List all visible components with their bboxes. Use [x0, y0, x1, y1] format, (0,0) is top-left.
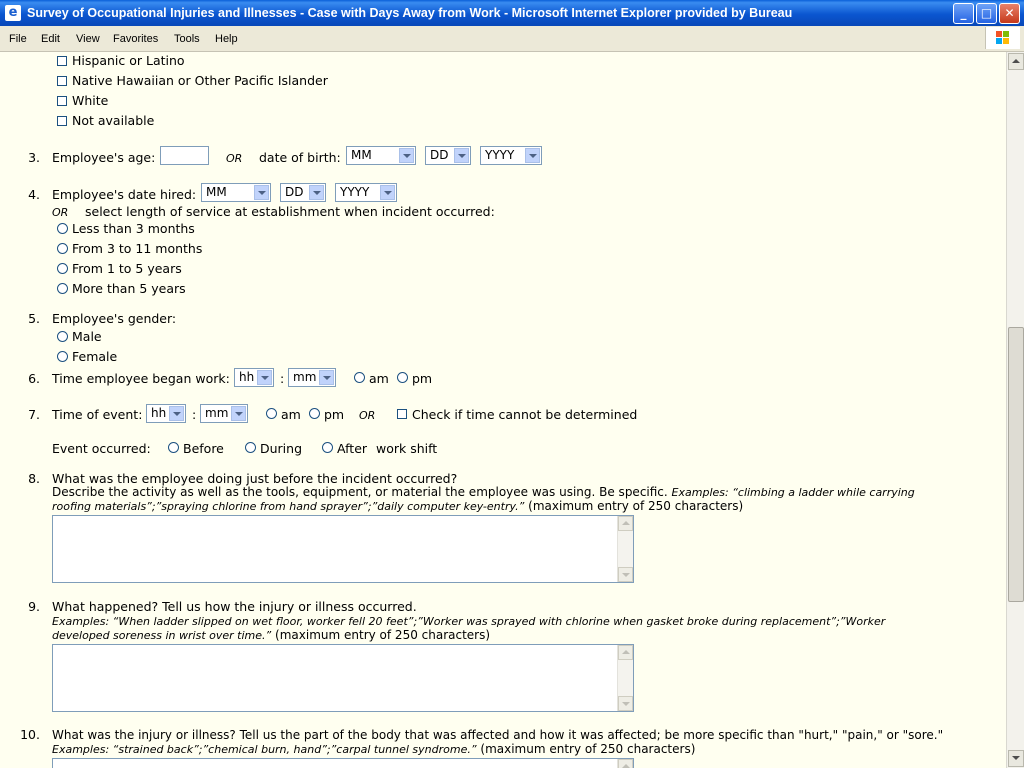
service-option-label: Less than 3 months	[72, 221, 195, 236]
chevron-down-icon	[254, 185, 269, 200]
select-value: MM	[206, 185, 227, 199]
pm-label: pm	[412, 371, 433, 386]
service-label: select length of service at establishment when incident occurred:	[85, 204, 495, 219]
service-option-label: From 1 to 5 years	[72, 261, 182, 276]
question-number: 4.	[28, 187, 40, 202]
gender-radio-male[interactable]	[57, 331, 68, 342]
began-work-label: Time employee began work:	[52, 371, 230, 386]
scroll-up-icon[interactable]	[1008, 53, 1024, 70]
service-option-label: More than 5 years	[72, 281, 186, 296]
chevron-down-icon	[454, 148, 469, 163]
or-label: OR	[226, 152, 243, 165]
gender-option-label: Female	[72, 349, 118, 364]
chevron-down-icon	[169, 406, 184, 421]
select-value: mm	[205, 406, 229, 420]
menu-favorites[interactable]: Favorites	[113, 33, 159, 45]
menu-bar	[0, 26, 1024, 52]
ie-icon: e	[5, 5, 21, 21]
event-minute-select[interactable]	[200, 404, 248, 423]
race-checkbox-white[interactable]	[57, 96, 67, 106]
race-checkbox-hispanic[interactable]	[57, 56, 67, 66]
race-label: White	[72, 93, 109, 108]
scrollbar-thumb[interactable]	[1008, 327, 1024, 602]
event-pm-radio[interactable]	[309, 408, 320, 419]
select-value: DD	[285, 185, 304, 199]
page-scrollbar[interactable]	[1006, 52, 1024, 768]
am-label: am	[281, 407, 301, 422]
question-number: 5.	[28, 311, 40, 326]
began-hour-select[interactable]	[234, 368, 274, 387]
race-label: Native Hawaiian or Other Pacific Islander	[72, 73, 328, 88]
q10-textarea[interactable]	[52, 758, 634, 768]
q8-textarea[interactable]	[52, 515, 634, 583]
select-value: hh	[151, 406, 167, 420]
q9-examples: Examples: “When ladder slipped on wet floor, worker fell 20 feet”;”Worker was sprayed with chlorine when gasket broke during replacement”;”Worker	[52, 615, 886, 628]
maximize-button[interactable]: □	[976, 3, 997, 24]
chevron-down-icon	[399, 148, 414, 163]
event-after-radio[interactable]	[322, 442, 333, 453]
q10-examples-line	[52, 742, 695, 757]
or-label: OR	[52, 206, 69, 219]
select-value: MM	[351, 148, 372, 162]
q9-examples: developed soreness in wrist over time.”	[52, 629, 272, 642]
service-radio-more-5[interactable]	[57, 283, 68, 294]
event-hour-select[interactable]	[146, 404, 186, 423]
select-value: hh	[239, 370, 255, 384]
time-undetermined-label: Check if time cannot be determined	[412, 407, 638, 422]
race-label: Hispanic or Latino	[72, 53, 185, 68]
q10-question: What was the injury or illness? Tell us the part of the body that was affected and how it was affected; be more specific than "hurt," "pain," or "sore."	[52, 728, 944, 742]
event-am-radio[interactable]	[266, 408, 277, 419]
dob-month-select[interactable]	[346, 146, 416, 165]
service-radio-1-5[interactable]	[57, 263, 68, 274]
question-number: 7.	[28, 407, 40, 422]
chevron-down-icon	[309, 185, 324, 200]
question-number: 8.	[28, 471, 40, 486]
began-am-radio[interactable]	[354, 372, 365, 383]
question-number: 6.	[28, 371, 40, 386]
menu-file[interactable]: File	[9, 33, 27, 45]
close-button[interactable]: ✕	[999, 3, 1020, 24]
date-hired-label: Employee's date hired:	[52, 187, 197, 202]
q10-max-label: (maximum entry of 250 characters)	[480, 742, 696, 756]
service-radio-less-3[interactable]	[57, 223, 68, 234]
hired-month-select[interactable]	[201, 183, 271, 202]
select-value: YYYY	[340, 185, 370, 199]
chevron-down-icon	[380, 185, 395, 200]
chevron-down-icon	[319, 370, 334, 385]
question-number: 10.	[20, 727, 40, 742]
am-label: am	[369, 371, 389, 386]
service-option-label: From 3 to 11 months	[72, 241, 203, 256]
chevron-down-icon	[231, 406, 246, 421]
scroll-down-icon[interactable]	[618, 696, 633, 711]
windows-logo-icon	[985, 27, 1020, 49]
began-minute-select[interactable]	[288, 368, 336, 387]
gender-option-label: Male	[72, 329, 102, 344]
pm-label: pm	[324, 407, 345, 422]
or-label: OR	[359, 409, 376, 422]
q9-examples-line-1	[52, 614, 885, 629]
event-during-radio[interactable]	[245, 442, 256, 453]
began-pm-radio[interactable]	[397, 372, 408, 383]
scroll-up-icon[interactable]	[618, 645, 633, 660]
q10-examples: Examples: “strained back”;”chemical burn, hand”;”carpal tunnel syndrome.”	[52, 743, 477, 756]
dob-day-select[interactable]	[425, 146, 471, 165]
q9-textarea[interactable]	[52, 644, 634, 712]
age-label: Employee's age:	[52, 150, 156, 165]
q8-description-2	[52, 499, 743, 514]
chevron-down-icon	[257, 370, 272, 385]
minimize-button[interactable]: _	[953, 3, 974, 24]
after-label: After	[337, 441, 368, 456]
time-separator: :	[280, 371, 285, 386]
scroll-down-icon[interactable]	[618, 567, 633, 582]
event-occurred-label: Event occurred:	[52, 441, 151, 456]
race-checkbox-not-available[interactable]	[57, 116, 67, 126]
question-number: 3.	[28, 150, 40, 165]
event-before-radio[interactable]	[168, 442, 179, 453]
menu-edit[interactable]: Edit	[41, 33, 60, 45]
age-input[interactable]	[160, 146, 209, 165]
gender-radio-female[interactable]	[57, 351, 68, 362]
select-value: DD	[430, 148, 449, 162]
q8-examples: roofing materials”;”spraying chlorine from hand sprayer”;”daily computer key-entry.”	[52, 500, 525, 513]
q8-question: What was the employee doing just before the incident occurred?	[52, 471, 458, 486]
q9-question: What happened? Tell us how the injury or illness occurred.	[52, 599, 417, 614]
time-undetermined-checkbox[interactable]	[397, 409, 407, 419]
window-title: Survey of Occupational Injuries and Illnesses - Case with Days Away from Work - Microsoft Internet Explorer provided by Bureau	[27, 6, 793, 20]
textarea-scrollbar[interactable]	[617, 645, 633, 711]
scroll-up-icon[interactable]	[618, 516, 633, 531]
scroll-up-icon[interactable]	[618, 759, 633, 768]
work-shift-label: work shift	[376, 441, 438, 456]
scroll-down-icon[interactable]	[1008, 750, 1024, 767]
select-value: YYYY	[485, 148, 515, 162]
race-label: Not available	[72, 113, 155, 128]
dob-year-select[interactable]	[480, 146, 542, 165]
q8-max-label: (maximum entry of 250 characters)	[528, 499, 744, 513]
q8-examples: Examples: “climbing a ladder while carrying	[671, 486, 915, 499]
service-radio-3-11[interactable]	[57, 243, 68, 254]
chevron-down-icon	[525, 148, 540, 163]
gender-label: Employee's gender:	[52, 311, 177, 326]
event-time-label: Time of event:	[52, 407, 143, 422]
textarea-scrollbar[interactable]	[617, 516, 633, 582]
dob-label: date of birth:	[259, 150, 341, 165]
race-checkbox-pacific-islander[interactable]	[57, 76, 67, 86]
hired-year-select[interactable]	[335, 183, 397, 202]
window-title-bar[interactable]	[0, 0, 1024, 26]
before-label: Before	[183, 441, 224, 456]
menu-view[interactable]: View	[76, 33, 100, 45]
time-separator: :	[192, 407, 197, 422]
question-number: 9.	[28, 599, 40, 614]
page-content	[0, 52, 1006, 768]
during-label: During	[260, 441, 303, 456]
select-value: mm	[293, 370, 317, 384]
q8-desc-text: Describe the activity as well as the tools, equipment, or material the employee was using. Be specific.	[52, 485, 668, 499]
menu-tools[interactable]: Tools	[174, 33, 200, 45]
textarea-scrollbar[interactable]	[617, 759, 633, 768]
q9-max-label: (maximum entry of 250 characters)	[275, 628, 491, 642]
q9-examples-line-2	[52, 628, 490, 643]
menu-help[interactable]: Help	[215, 33, 238, 45]
hired-day-select[interactable]	[280, 183, 326, 202]
q8-description	[52, 485, 915, 500]
